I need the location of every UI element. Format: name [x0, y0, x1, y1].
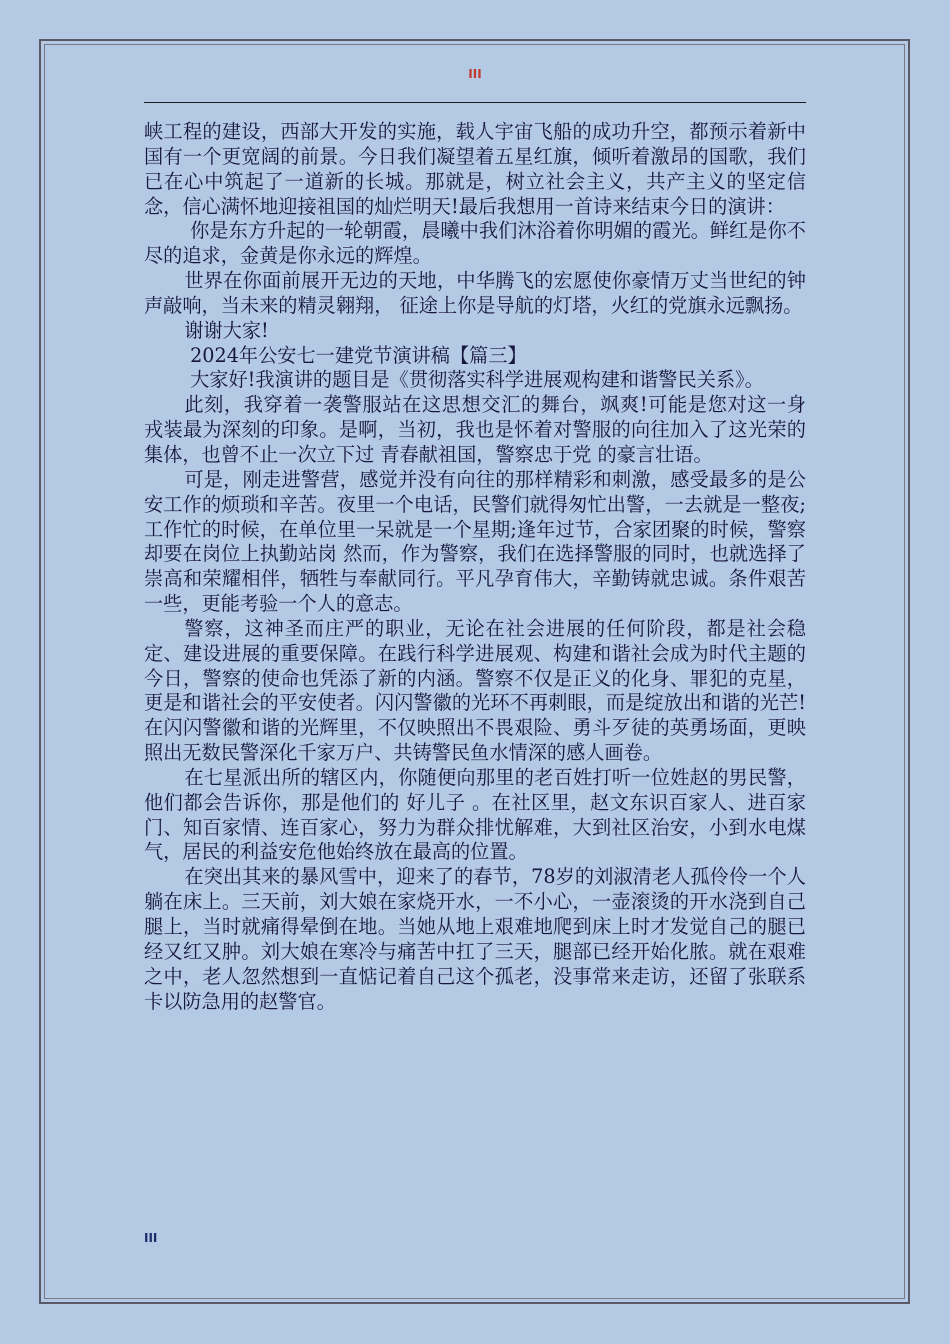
paragraph: 可是，刚走进警营，感觉并没有向往的那样精彩和刺激，感受最多的是公安工作的烦琐和辛苦。夜里一个电话，民警们就得匆忙出警，一去就是一整夜;工作忙的时候，在单位里一呆就是一个星期;逢年过节，合家团聚的时候，警察却要在岗位上执勤站岗 然而，作为警察，我们在选择警服的同时，也就选择了崇高和荣耀相伴，牺牲与奉献同行。平凡孕育伟大，辛勤铸就忠诚。条件艰苦一些，更能考验一个人的意志。	[144, 467, 806, 616]
document-body	[144, 120, 806, 1014]
paragraph: 警察，这神圣而庄严的职业，无论在社会进展的任何阶段，都是社会稳定、建设进展的重要保障。在践行科学进展观、构建和谐社会成为时代主题的今日，警察的使命也凭添了新的内涵。警察不仅是正义的化身、罪犯的克星，更是和谐社会的平安使者。闪闪警徽的光环不再刺眼，而是绽放出和谐的光芒!在闪闪警徽和谐的光辉里，不仅映照出不畏艰险、勇斗歹徒的英勇场面，更映照出无数民警深化千家万户、共铸警民鱼水情深的感人画卷。	[144, 616, 806, 765]
poem-stanza: 世界在你面前展开无边的天地，中华腾飞的宏愿使你豪情万丈当世纪的钟声敲响，当未来的精灵翱翔， 征途上你是导航的灯塔，火红的党旗永远飘扬。	[144, 269, 806, 317]
poem-stanza: 你是东方升起的一轮朝霞，晨曦中我们沐浴着你明媚的霞光。鲜红是你不尽的追求，金黄是你永远的辉煌。	[144, 219, 806, 268]
paragraph: 此刻，我穿着一袭警服站在这思想交汇的舞台，飒爽!可能是您对这一身戎装最为深刻的印象。是啊，当初，我也是怀着对警服的向往加入了这光荣的集体，也曾不止一次立下过 青春献祖国，警察忠于党 的豪言壮语。	[144, 393, 806, 466]
paragraph: 峡工程的建设，西部大开发的实施，载人宇宙飞船的成功升空，都预示着新中国有一个更宽阔的前景。今日我们凝望着五星红旗，倾听着激昂的国歌，我们已在心中筑起了一道新的长城。那就是，树立社会主义，共产主义的坚定信念，信心满怀地迎接祖国的灿烂明天!最后我想用一首诗来结束今日的演讲：	[144, 120, 806, 218]
section-heading: 2024年公安七一建党节演讲稿【篇三】	[190, 343, 527, 367]
paragraph: 大家好!我演讲的题目是《贯彻落实科学进展观构建和谐警民关系》。	[190, 368, 764, 392]
paragraph: 在七星派出所的辖区内，你随便向那里的老百姓打听一位姓赵的男民警，他们都会告诉你，那是他们的 好儿子 。在社区里，赵文东识百家人、进百家门、知百家情、连百家心，努力为群众排忧解难，大到社区治安，小到水电煤气，居民的利益安危他始终放在最高的位置。	[144, 765, 806, 864]
footer-page-mark: III	[144, 1231, 158, 1245]
header-divider	[144, 102, 806, 103]
paragraph: 在突出其来的暴风雪中，迎来了的春节，78岁的刘淑清老人孤伶伶一个人躺在床上。三天前，刘大娘在家烧开水，一不小心，一壶滚烫的开水浇到自己腿上，当时就痛得晕倒在地。当她从地上艰难地爬到床上时才发觉自己的腿已经又红又肿。刘大娘在寒冷与痛苦中扛了三天，腿部已经开始化脓。就在艰难之中，老人忽然想到一直惦记着自己这个孤老，没事常来走访，还留了张联系卡以防急用的赵警官。	[144, 865, 806, 1013]
header-page-mark: III	[468, 67, 482, 81]
closing-thanks: 谢谢大家!	[184, 318, 269, 342]
